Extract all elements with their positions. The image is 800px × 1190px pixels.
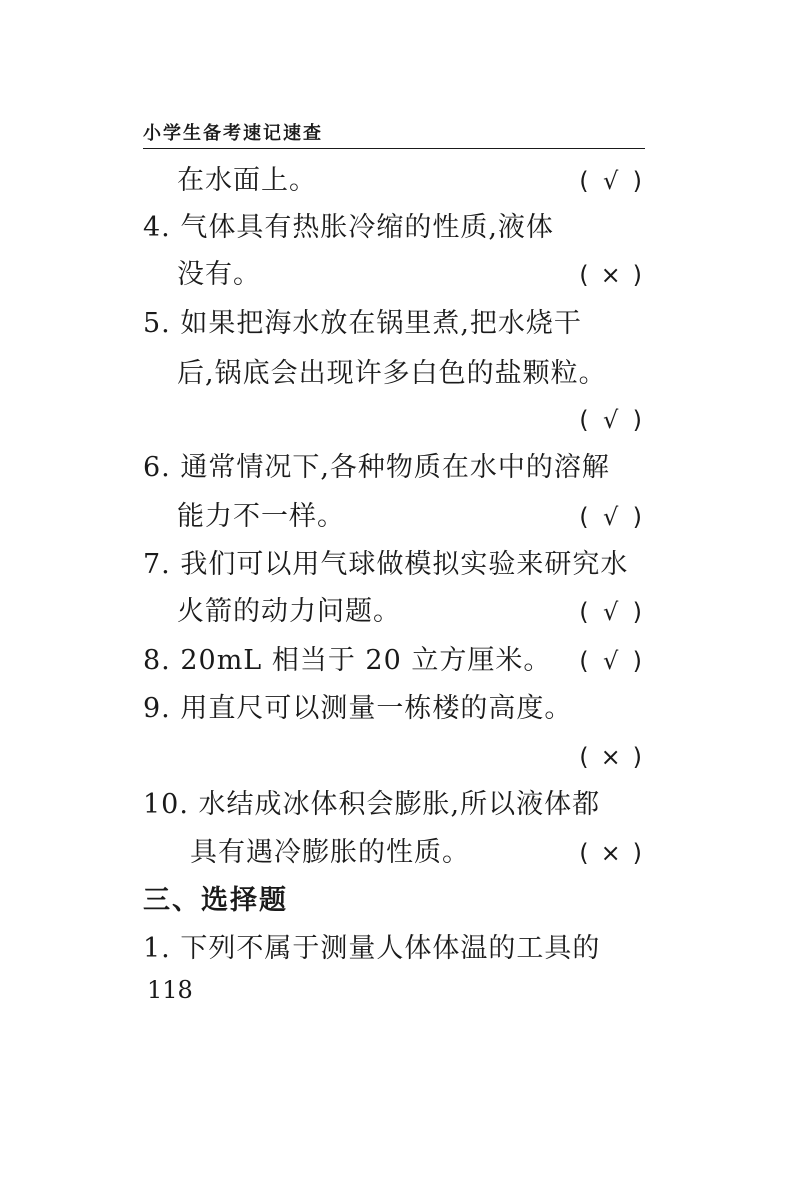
answer-line-14	[0, 782, 800, 828]
line-text: 6. 通常情况下,各种物质在水中的溶解	[143, 452, 610, 483]
answer-line-4	[0, 301, 800, 347]
judgment-mark: ( √ )	[579, 158, 642, 204]
answer-line-7	[0, 445, 800, 491]
answer-line-5	[0, 351, 800, 397]
answer-line-8	[0, 494, 800, 540]
line-text: 7. 我们可以用气球做模拟实验来研究水	[143, 549, 629, 580]
judgment-mark: ( √ )	[579, 638, 642, 684]
line-text: 4. 气体具有热胀冷缩的性质,液体	[143, 212, 554, 243]
cross-mark: ×	[600, 839, 621, 867]
answer-line-15	[0, 830, 800, 876]
judgment-mark: ( × )	[579, 252, 642, 298]
judgment-mark: ( √ )	[579, 494, 642, 540]
judgment-mark: ( × )	[579, 734, 642, 780]
answer-line-2	[0, 205, 800, 251]
judgment-mark: ( × )	[579, 830, 642, 876]
check-mark: √	[602, 598, 619, 626]
answer-line-11	[0, 638, 800, 684]
line-text: 10. 水结成冰体积会膨胀,所以液体都	[143, 789, 601, 820]
check-mark: √	[602, 406, 619, 434]
line-text: 没有。	[177, 259, 261, 290]
section-title: 三、选择题	[143, 885, 288, 916]
check-mark: √	[602, 647, 619, 675]
line-text: 9. 用直尺可以测量一栋楼的高度。	[143, 693, 573, 724]
line-text: 火箭的动力问题。	[177, 596, 401, 627]
cross-mark: ×	[600, 261, 621, 289]
question-text: 1. 下列不属于测量人体体温的工具的	[143, 933, 601, 964]
cross-mark: ×	[600, 743, 621, 771]
answer-line-6	[0, 397, 800, 443]
running-header: 小学生备考速记速查	[143, 120, 645, 149]
page-number: 118	[147, 976, 193, 1004]
answer-line-3	[0, 252, 800, 298]
check-mark: √	[602, 503, 619, 531]
line-text: 在水面上。	[177, 165, 317, 196]
judgment-mark: ( √ )	[579, 397, 642, 443]
judgment-mark: ( √ )	[579, 589, 642, 635]
check-mark: √	[602, 167, 619, 195]
answer-line-12	[0, 686, 800, 732]
line-text: 能力不一样。	[177, 501, 345, 532]
line-text: 5. 如果把海水放在锅里煮,把水烧干	[143, 308, 582, 339]
answer-line-1	[0, 158, 800, 204]
answer-line-10	[0, 589, 800, 635]
line-text: 后,锅底会出现许多白色的盐颗粒。	[177, 358, 607, 389]
line-text: 8. 20mL 相当于 20 立方厘米。	[143, 645, 552, 676]
line-text: 具有遇冷膨胀的性质。	[190, 837, 470, 868]
answer-line-9	[0, 542, 800, 588]
answer-line-13	[0, 734, 800, 780]
question-line	[0, 926, 800, 972]
